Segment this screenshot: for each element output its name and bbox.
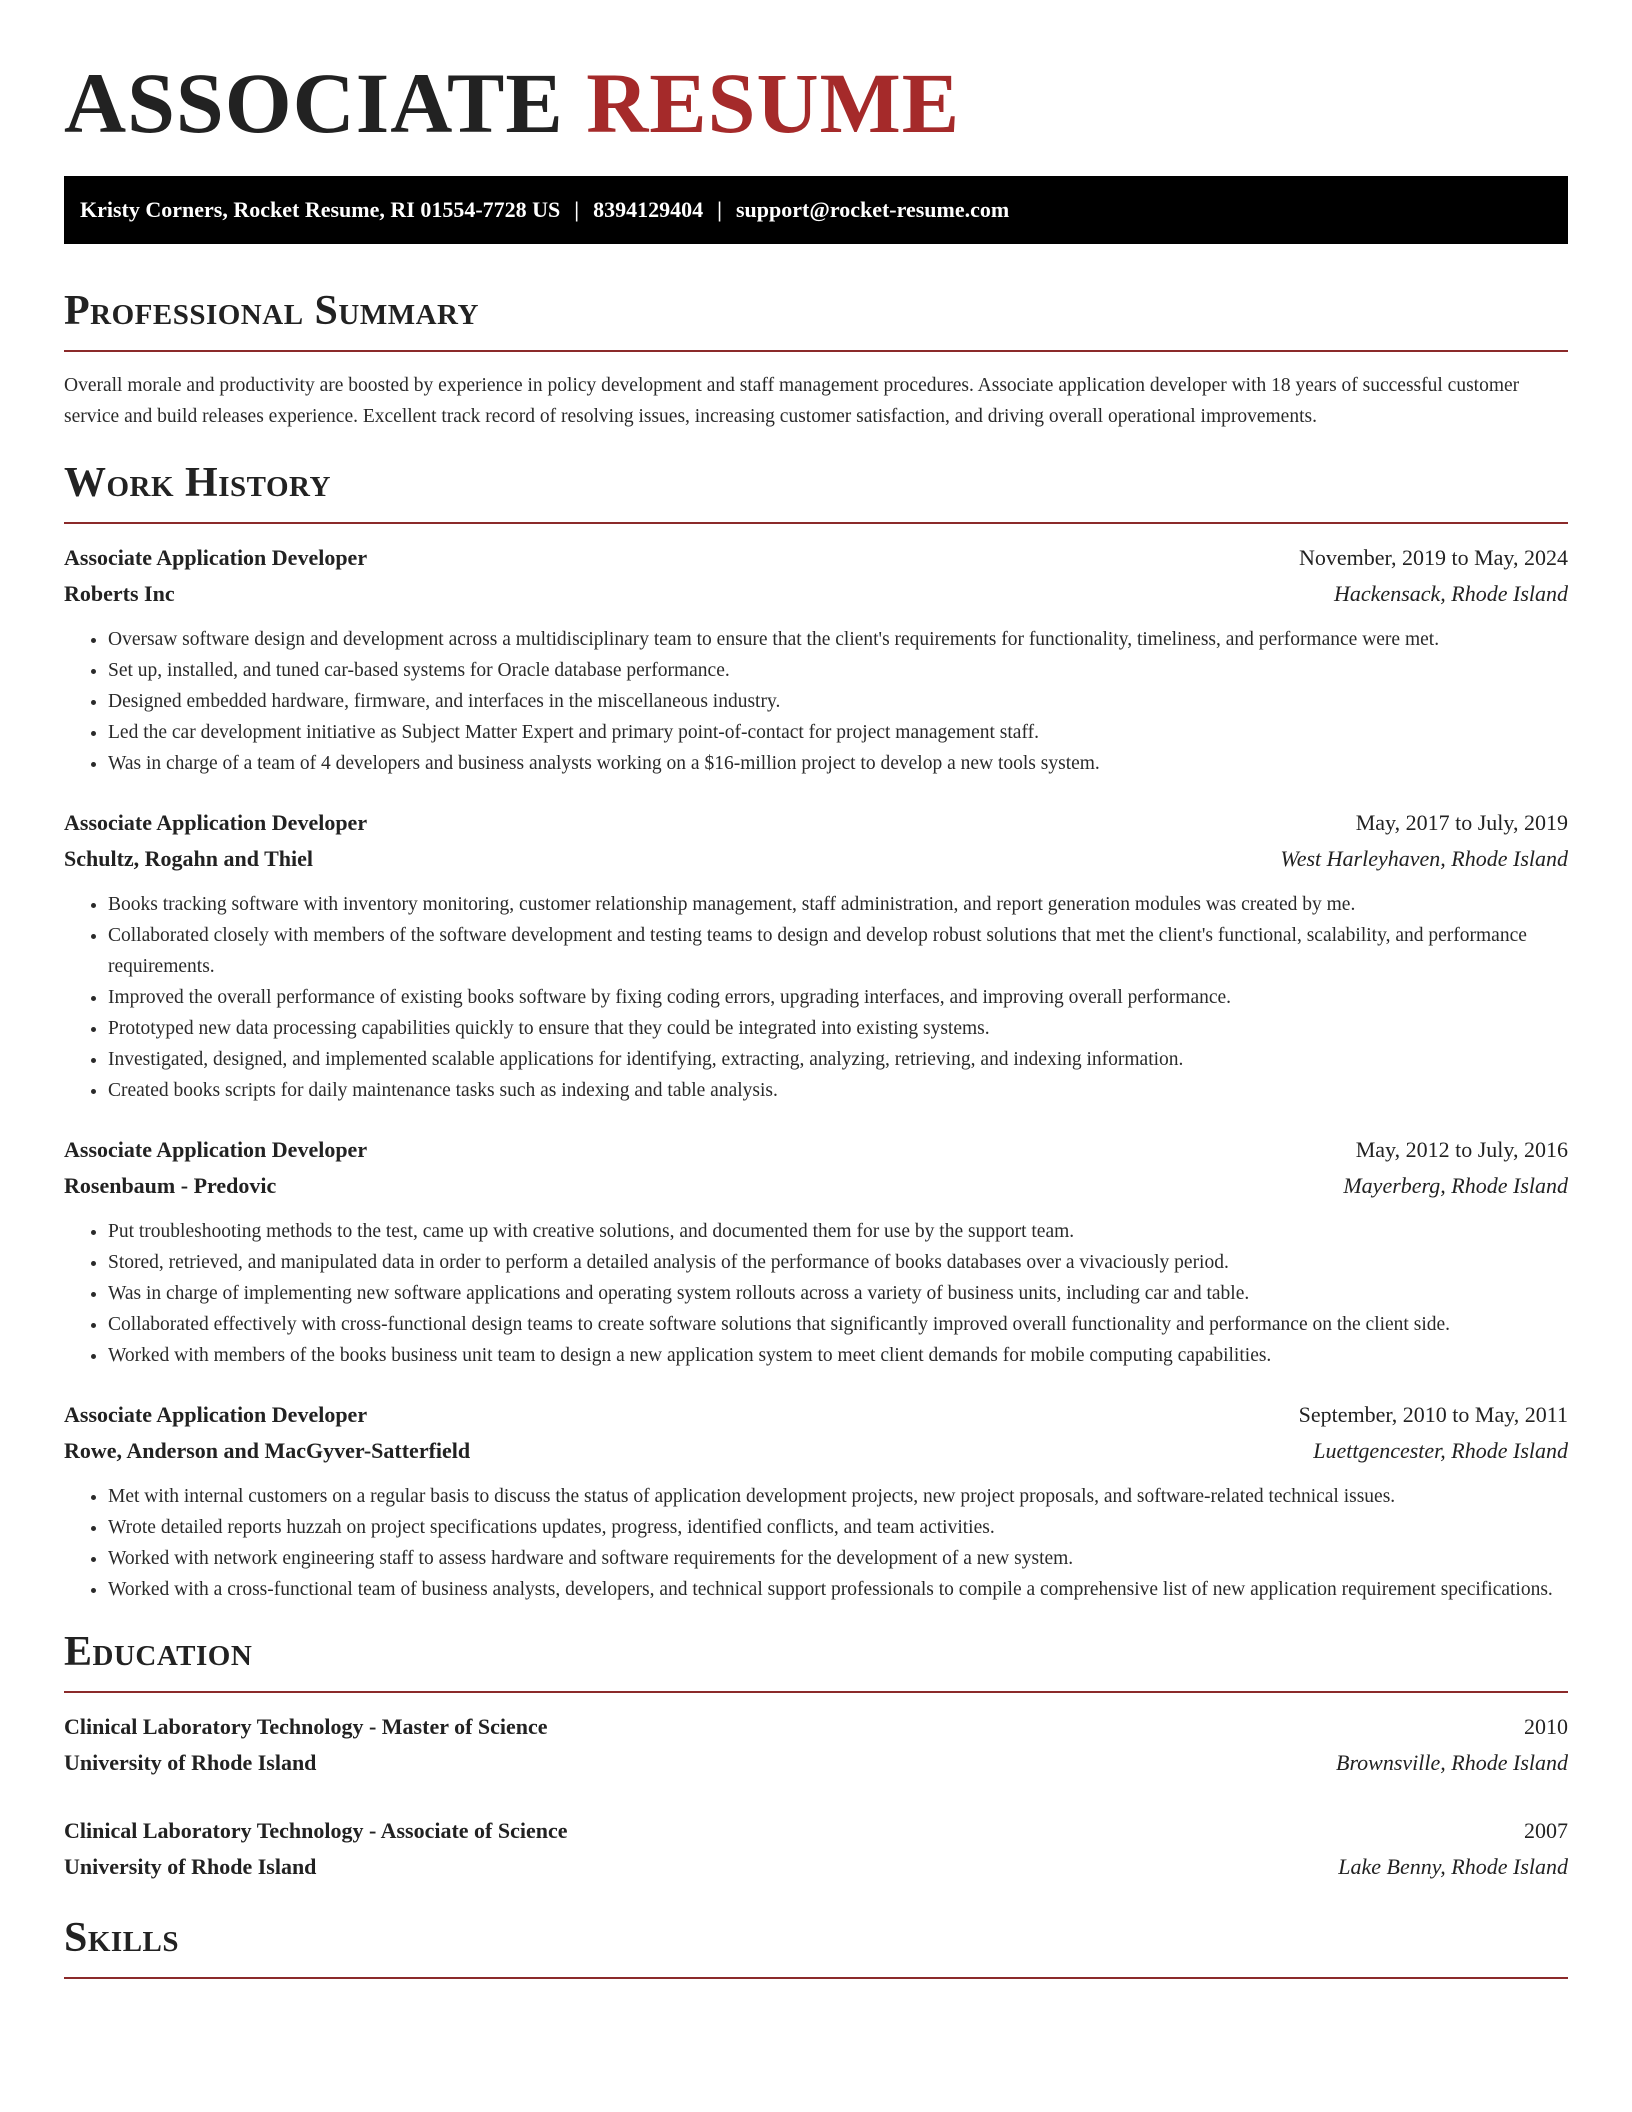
list-item: • Investigated, designed, and implemented scalable applications for identifying, extracting, analyzing, retrieving, and indexing information. (108, 1044, 1568, 1075)
education-school: University of Rhode Island (64, 1854, 317, 1879)
job-company: Rosenbaum - Predovic (64, 1173, 277, 1198)
work-history-heading: Work History (64, 460, 331, 506)
list-item: • Worked with members of the books business unit team to design a new application system to meet client demands for mobile computing capabilities. (108, 1340, 1568, 1371)
education-entry (64, 1813, 1568, 1885)
job-entry (64, 805, 1568, 1106)
job-title: Associate Application Developer (64, 810, 368, 835)
job-location: Hackensack, Rhode Island (1334, 581, 1568, 606)
page-title (64, 0, 1568, 151)
education-year: 2010 (1524, 1714, 1568, 1739)
job-bullets (64, 889, 1568, 1106)
list-item: • Was in charge of a team of 4 developers and business analysts working on a $16-million project to develop a new tools system. (108, 748, 1568, 779)
summary-section (64, 286, 1568, 432)
summary-heading: Professional Summary (64, 288, 479, 334)
job-title: Associate Application Developer (64, 545, 368, 570)
title-word-resume: RESUME (586, 55, 961, 151)
education-location: Lake Benny, Rhode Island (1338, 1854, 1568, 1879)
title-word-associate: ASSOCIATE (64, 55, 564, 151)
education-location: Brownsville, Rhode Island (1336, 1750, 1568, 1775)
section-divider (64, 350, 1568, 352)
list-item: • Wrote detailed reports huzzah on project specifications updates, progress, identified conflicts, and team activities. (108, 1512, 1568, 1543)
education-school: University of Rhode Island (64, 1750, 317, 1775)
list-item: • Set up, installed, and tuned car-based systems for Oracle database performance. (108, 655, 1568, 686)
list-item: • Collaborated closely with members of the software development and testing teams to design and develop robust solutions that met the client's functional, scalability, and performance requirements. (108, 920, 1568, 982)
job-bullets (64, 624, 1568, 779)
section-divider (64, 1977, 1568, 1979)
list-item: • Prototyped new data processing capabilities quickly to ensure that they could be integrated into existing systems. (108, 1013, 1568, 1044)
list-item: • Worked with network engineering staff to assess hardware and software requirements for the development of a new system. (108, 1543, 1568, 1574)
contact-email: support@rocket-resume.com (736, 197, 1010, 222)
job-dates: September, 2010 to May, 2011 (1298, 1402, 1568, 1427)
job-title: Associate Application Developer (64, 1402, 368, 1427)
job-title: Associate Application Developer (64, 1137, 368, 1162)
job-dates: May, 2017 to July, 2019 (1355, 810, 1568, 835)
job-company: Rowe, Anderson and MacGyver-Satterfield (64, 1438, 471, 1463)
list-item: • Books tracking software with inventory monitoring, customer relationship management, staff administration, and report generation modules was created by me. (108, 889, 1568, 920)
job-company: Schultz, Rogahn and Thiel (64, 846, 314, 871)
job-bullets (64, 1216, 1568, 1371)
list-item: • Was in charge of implementing new software applications and operating system rollouts across a variety of business units, including car and table. (108, 1278, 1568, 1309)
job-entry (64, 1397, 1568, 1605)
resume-page (64, 0, 1568, 1979)
list-item: • Stored, retrieved, and manipulated data in order to perform a detailed analysis of the performance of books databases over a vivaciously period. (108, 1247, 1568, 1278)
contact-phone: 8394129404 (593, 197, 704, 222)
education-year: 2007 (1524, 1818, 1568, 1843)
education-degree: Clinical Laboratory Technology - Associate of Science (64, 1818, 568, 1843)
summary-text: Overall morale and productivity are boosted by experience in policy development and staff management procedures. Associate application developer with 18 years of successful customer service and build releases experience. Excellent track record of resolving issues, increasing customer satisfaction, and driving overall operational improvements. (64, 375, 1520, 427)
list-item: • Collaborated effectively with cross-functional design teams to create software solutions that significantly improved overall functionality and performance on the client side. (108, 1309, 1568, 1340)
section-divider (64, 1691, 1568, 1693)
list-item: • Put troubleshooting methods to the test, came up with creative solutions, and documented them for use by the support team. (108, 1216, 1568, 1247)
contact-separator: | (717, 197, 722, 222)
job-entry (64, 1132, 1568, 1371)
section-divider (64, 522, 1568, 524)
list-item: • Created books scripts for daily maintenance tasks such as indexing and table analysis. (108, 1075, 1568, 1106)
job-dates: May, 2012 to July, 2016 (1355, 1137, 1568, 1162)
work-history-section (64, 458, 1568, 1605)
list-item: • Oversaw software design and development across a multidisciplinary team to ensure that the client's requirements for functionality, timeliness, and performance were met. (108, 624, 1568, 655)
education-entry (64, 1709, 1568, 1781)
education-heading: Education (64, 1629, 253, 1675)
job-entry (64, 540, 1568, 779)
job-location: West Harleyhaven, Rhode Island (1280, 846, 1568, 871)
list-item: • Met with internal customers on a regular basis to discuss the status of application development projects, new project proposals, and software-related technical issues. (108, 1481, 1568, 1512)
skills-section (64, 1913, 1568, 1979)
contact-separator: | (574, 197, 580, 222)
list-item: • Designed embedded hardware, firmware, and interfaces in the miscellaneous industry. (108, 686, 1568, 717)
education-degree: Clinical Laboratory Technology - Master of Science (64, 1714, 548, 1739)
skills-heading: Skills (64, 1915, 180, 1961)
job-company: Roberts Inc (64, 581, 175, 606)
job-dates: November, 2019 to May, 2024 (1299, 545, 1568, 570)
job-location: Mayerberg, Rhode Island (1343, 1173, 1568, 1198)
contact-bar (64, 176, 1568, 244)
list-item: • Worked with a cross-functional team of business analysts, developers, and technical support professionals to compile a comprehensive list of new application requirement specifications. (108, 1574, 1568, 1605)
list-item: • Improved the overall performance of existing books software by fixing coding errors, upgrading interfaces, and improving overall performance. (108, 982, 1568, 1013)
contact-address: Kristy Corners, Rocket Resume, RI 01554-7728 US (80, 197, 561, 222)
education-section (64, 1627, 1568, 1885)
job-bullets (64, 1481, 1568, 1605)
job-location: Luettgencester, Rhode Island (1313, 1438, 1568, 1463)
list-item: • Led the car development initiative as Subject Matter Expert and primary point-of-contact for project management staff. (108, 717, 1568, 748)
